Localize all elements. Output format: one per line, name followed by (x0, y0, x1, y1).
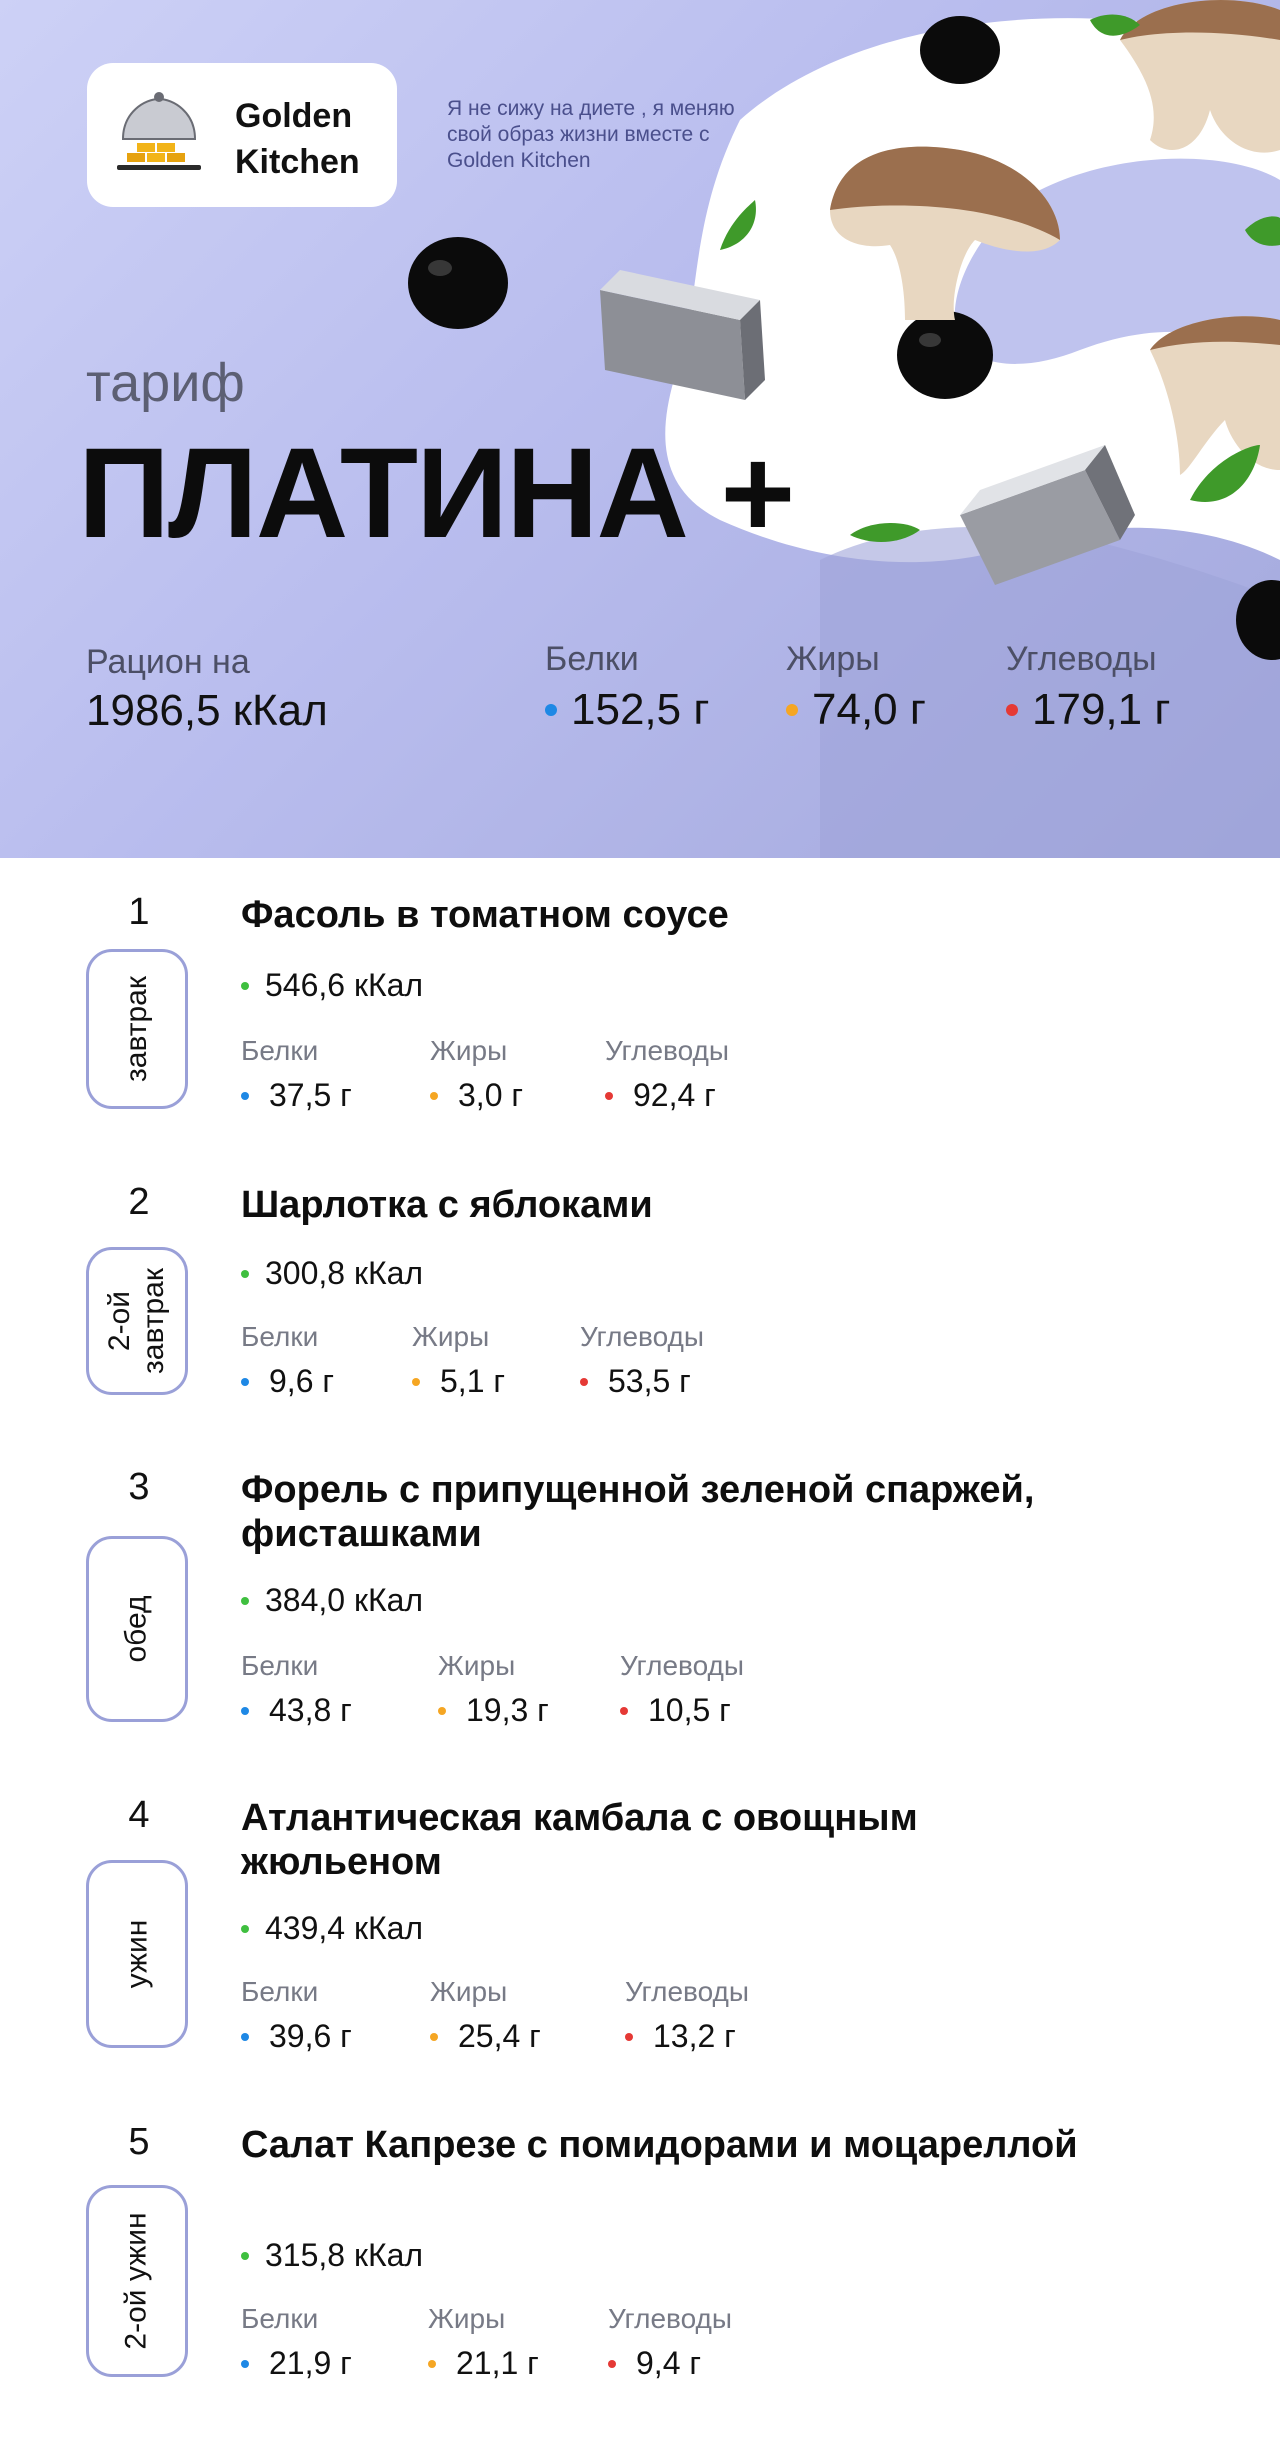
meal-carbs (580, 1321, 704, 1400)
carbs-dot-icon (625, 2033, 633, 2041)
meal-title: Фасоль в томатном соусе (241, 894, 729, 936)
olive-icon (408, 237, 508, 329)
carbs-dot-icon (1006, 704, 1018, 716)
kcal-dot-icon (241, 982, 249, 990)
meal-type-badge (86, 2185, 188, 2377)
meal-carbs (608, 2303, 732, 2382)
meal-fat (430, 1976, 541, 2055)
meal-protein-value: 21,9 г (269, 2345, 352, 2381)
slogan: Я не сижу на диете , я меняю свой образ жизни вместе с Golden Kitchen (447, 97, 735, 172)
meal-carbs-value: 92,4 г (633, 1077, 716, 1113)
meal-kcal (241, 1255, 423, 1292)
meal-protein (241, 1976, 352, 2055)
summary-protein-value: 152,5 г (571, 685, 710, 734)
cloche-gold-icon (109, 87, 209, 183)
tariff-label: тариф (86, 353, 245, 413)
meal-kcal (241, 967, 423, 1004)
meal-type-label: 2-ой ужин (120, 2212, 153, 2350)
brand-name-line1: Golden (235, 97, 353, 135)
meal-type-label: 2-ой завтрак (103, 1268, 171, 1374)
meal-number: 4 (128, 1794, 150, 1836)
meal-fat (428, 2303, 539, 2382)
brand-name (235, 93, 360, 185)
meal-fat (412, 1321, 505, 1400)
meal-type-badge (86, 1860, 188, 2048)
meal-fat-label: Жиры (430, 1976, 508, 2007)
fat-dot-icon (430, 2033, 438, 2041)
meal-type-badge (86, 1247, 188, 1395)
meal-carbs-label: Углеводы (605, 1035, 730, 1066)
meal-fat-label: Жиры (428, 2303, 506, 2334)
meal-fat-value: 25,4 г (458, 2018, 541, 2054)
protein-dot-icon (241, 1092, 249, 1100)
meal-fat-value: 19,3 г (466, 1692, 549, 1728)
meal-protein (241, 1650, 352, 1729)
meal-title: Атлантическая камбала с овощным жюльеном (241, 1797, 918, 1883)
summary-protein (545, 640, 709, 735)
meal-carbs-value: 10,5 г (648, 1692, 731, 1728)
meal-fat (430, 1035, 523, 1114)
meal-carbs (620, 1650, 744, 1729)
meal-carbs (605, 1035, 729, 1114)
meal-kcal-value: 300,8 кКал (265, 1255, 424, 1291)
summary-protein-label: Белки (545, 640, 639, 678)
fat-dot-icon (412, 1378, 420, 1386)
meal-protein-label: Белки (241, 1976, 319, 2007)
meal-protein (241, 1035, 352, 1114)
protein-dot-icon (241, 2033, 249, 2041)
summary-fat-label: Жиры (786, 640, 880, 678)
meal-fat-value: 5,1 г (440, 1363, 506, 1399)
meal-kcal-value: 439,4 кКал (265, 1910, 424, 1946)
meal-protein (241, 2303, 352, 2382)
kcal-dot-icon (241, 2252, 249, 2260)
fat-dot-icon (430, 1092, 438, 1100)
meal-carbs-value: 13,2 г (653, 2018, 736, 2054)
meal-type-label: ужин (119, 1919, 153, 1989)
meal-carbs-label: Углеводы (608, 2303, 733, 2334)
protein-dot-icon (241, 1378, 249, 1386)
meal-protein-value: 37,5 г (269, 1077, 352, 1113)
fat-dot-icon (438, 1707, 446, 1715)
meal-fat-value: 3,0 г (458, 1077, 524, 1113)
meal-fat-value: 21,1 г (456, 2345, 539, 2381)
carbs-dot-icon (620, 1707, 628, 1715)
tariff-name: ПЛАТИНА + (78, 422, 794, 565)
meal-number: 3 (128, 1466, 150, 1508)
summary-carbs-value: 179,1 г (1032, 685, 1171, 734)
meal-kcal (241, 2237, 423, 2274)
hero-banner (0, 0, 1280, 858)
logo-card[interactable] (87, 63, 397, 207)
meal-protein-value: 39,6 г (269, 2018, 352, 2054)
carbs-dot-icon (580, 1378, 588, 1386)
meal-title: Шарлотка с яблоками (241, 1184, 653, 1226)
meal-type-label: завтрак (120, 976, 154, 1082)
meal-number: 1 (128, 891, 150, 933)
meal-fat-label: Жиры (430, 1035, 508, 1066)
meal-carbs-value: 53,5 г (608, 1363, 691, 1399)
summary-fat-value: 74,0 г (812, 685, 926, 734)
kcal-dot-icon (241, 1270, 249, 1278)
ration-value: 1986,5 кКал (86, 686, 328, 735)
meal-number: 2 (128, 1181, 150, 1223)
carbs-dot-icon (608, 2360, 616, 2368)
summary-fat (786, 640, 926, 735)
meal-kcal-value: 315,8 кКал (265, 2237, 424, 2273)
protein-dot-icon (241, 2360, 249, 2368)
meal-protein-label: Белки (241, 1650, 319, 1681)
fat-dot-icon (786, 704, 798, 716)
meal-protein-value: 43,8 г (269, 1692, 352, 1728)
meal-kcal (241, 1582, 423, 1619)
brand-name-line2: Kitchen (235, 143, 360, 181)
meal-protein-value: 9,6 г (269, 1363, 335, 1399)
meal-kcal-value: 384,0 кКал (265, 1582, 424, 1618)
protein-dot-icon (241, 1707, 249, 1715)
meal-fat (438, 1650, 549, 1729)
fat-dot-icon (428, 2360, 436, 2368)
meal-type-label: обед (120, 1595, 153, 1663)
meal-carbs-value: 9,4 г (636, 2345, 702, 2381)
meal-type-badge (86, 1536, 188, 1722)
meal-protein-label: Белки (241, 1321, 319, 1352)
meal-protein-label: Белки (241, 1035, 319, 1066)
protein-dot-icon (545, 704, 557, 716)
meal-protein-label: Белки (241, 2303, 319, 2334)
meal-protein (241, 1321, 334, 1400)
carbs-dot-icon (605, 1092, 613, 1100)
meal-carbs-label: Углеводы (580, 1321, 705, 1352)
summary-carbs-label: Углеводы (1006, 640, 1157, 678)
meal-title: Форель с припущенной зеленой спаржей, фисташками (241, 1469, 1035, 1555)
kcal-dot-icon (241, 1597, 249, 1605)
meal-type-badge (86, 949, 188, 1109)
summary-carbs (1006, 640, 1170, 735)
kcal-dot-icon (241, 1925, 249, 1933)
meal-number: 5 (128, 2121, 150, 2163)
meal-carbs-label: Углеводы (620, 1650, 745, 1681)
meal-carbs (625, 1976, 749, 2055)
meal-fat-label: Жиры (412, 1321, 490, 1352)
ration-label: Рацион на (86, 643, 250, 681)
meal-kcal (241, 1910, 423, 1947)
meal-kcal-value: 546,6 кКал (265, 967, 424, 1003)
meal-carbs-label: Углеводы (625, 1976, 750, 2007)
meal-fat-label: Жиры (438, 1650, 516, 1681)
meal-title: Салат Капрезе с помидорами и моцареллой (241, 2124, 1078, 2166)
